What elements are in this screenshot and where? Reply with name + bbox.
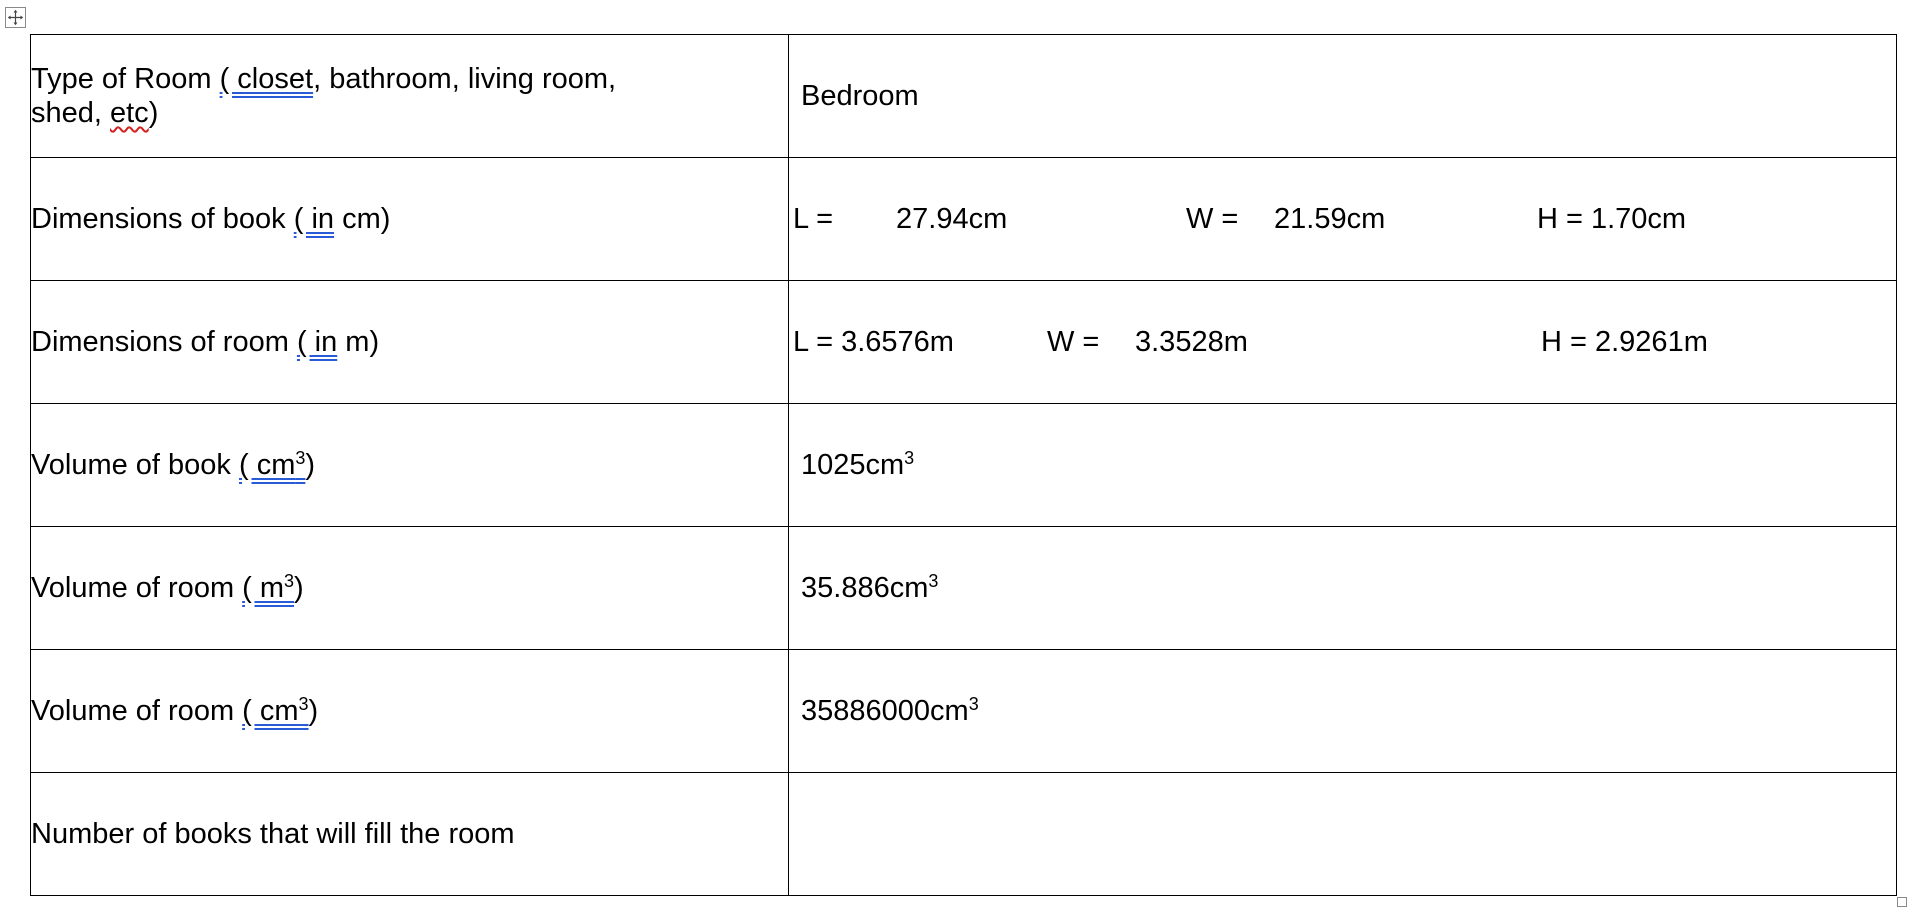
room-type-value: Bedroom xyxy=(801,80,919,112)
table-row xyxy=(31,35,1897,158)
label-underlined-text: ( in xyxy=(296,326,338,358)
books-count-label-cell[interactable] xyxy=(31,773,789,896)
spelling-flagged-text: etc xyxy=(110,97,149,129)
label-underlined-text: ( in xyxy=(293,203,335,235)
label-text: Volume of room xyxy=(31,572,243,604)
room-width-value: 3.3528m xyxy=(1135,326,1248,358)
label-text: Volume of room xyxy=(31,695,243,727)
book-width-label: W = xyxy=(1186,203,1239,235)
book-width-value: 21.59cm xyxy=(1274,203,1386,235)
label-text: Type of Room xyxy=(31,63,220,95)
room-length-value: L = 3.6576m xyxy=(793,326,954,358)
room-type-value-cell[interactable] xyxy=(789,35,1897,158)
label-text: shed, xyxy=(31,97,110,129)
book-length-label: L = xyxy=(793,203,834,235)
room-dimensions-label-cell[interactable] xyxy=(31,281,789,404)
label-text: Volume of book xyxy=(31,449,239,481)
label-text: ) xyxy=(305,449,316,481)
room-volume-m3-value: $35.886cm^3$ xyxy=(801,571,939,604)
label-text: , bathroom, living room, xyxy=(313,63,617,95)
label-text: Dimensions of book xyxy=(31,203,294,235)
label-underlined-text: ( $cm^3$ xyxy=(238,448,306,481)
label-text: cm) xyxy=(334,203,391,235)
book-height-value: H = 1.70cm xyxy=(1537,203,1687,235)
room-width-label: W = xyxy=(1047,326,1100,358)
book-dimensions-label-cell[interactable] xyxy=(31,158,789,281)
table-row xyxy=(31,650,1897,773)
table-row xyxy=(31,281,1897,404)
room-volume-m3-label-cell[interactable] xyxy=(31,527,789,650)
label-text: ) xyxy=(148,97,159,129)
label-text: m) xyxy=(337,326,380,358)
room-book-table xyxy=(30,34,1897,896)
table-row xyxy=(31,158,1897,281)
table-resize-handle[interactable] xyxy=(1897,897,1907,907)
label-underlined-text: ( closet xyxy=(219,63,314,95)
room-volume-cm3-value-cell[interactable] xyxy=(789,650,1897,773)
book-length-value: 27.94cm xyxy=(896,203,1008,235)
room-type-label-cell[interactable] xyxy=(31,35,789,158)
label-text: Number of books that will fill the room xyxy=(31,818,515,850)
book-volume-value-cell[interactable] xyxy=(789,404,1897,527)
books-count-value-cell[interactable] xyxy=(789,773,1897,896)
label-text: ) xyxy=(308,695,319,727)
label-text: Dimensions of room xyxy=(31,326,297,358)
room-height-value: H = 2.9261m xyxy=(1541,326,1708,358)
label-text: ) xyxy=(294,572,304,604)
room-dimensions-value-cell[interactable] xyxy=(789,281,1897,404)
label-underlined-text: ( $cm^3$ xyxy=(242,694,309,727)
book-volume-value: $1025cm^3$ xyxy=(801,448,915,481)
table-row xyxy=(31,527,1897,650)
table-row xyxy=(31,404,1897,527)
room-volume-m3-value-cell[interactable] xyxy=(789,527,1897,650)
room-volume-cm3-label-cell[interactable] xyxy=(31,650,789,773)
book-volume-label-cell[interactable] xyxy=(31,404,789,527)
label-underlined-text: ( $m^3$ xyxy=(242,571,295,604)
table-move-handle-icon[interactable] xyxy=(5,7,26,28)
book-dimensions-value-cell[interactable] xyxy=(789,158,1897,281)
table-row xyxy=(31,773,1897,896)
room-volume-cm3-value: $35886000cm^3$ xyxy=(801,694,979,727)
